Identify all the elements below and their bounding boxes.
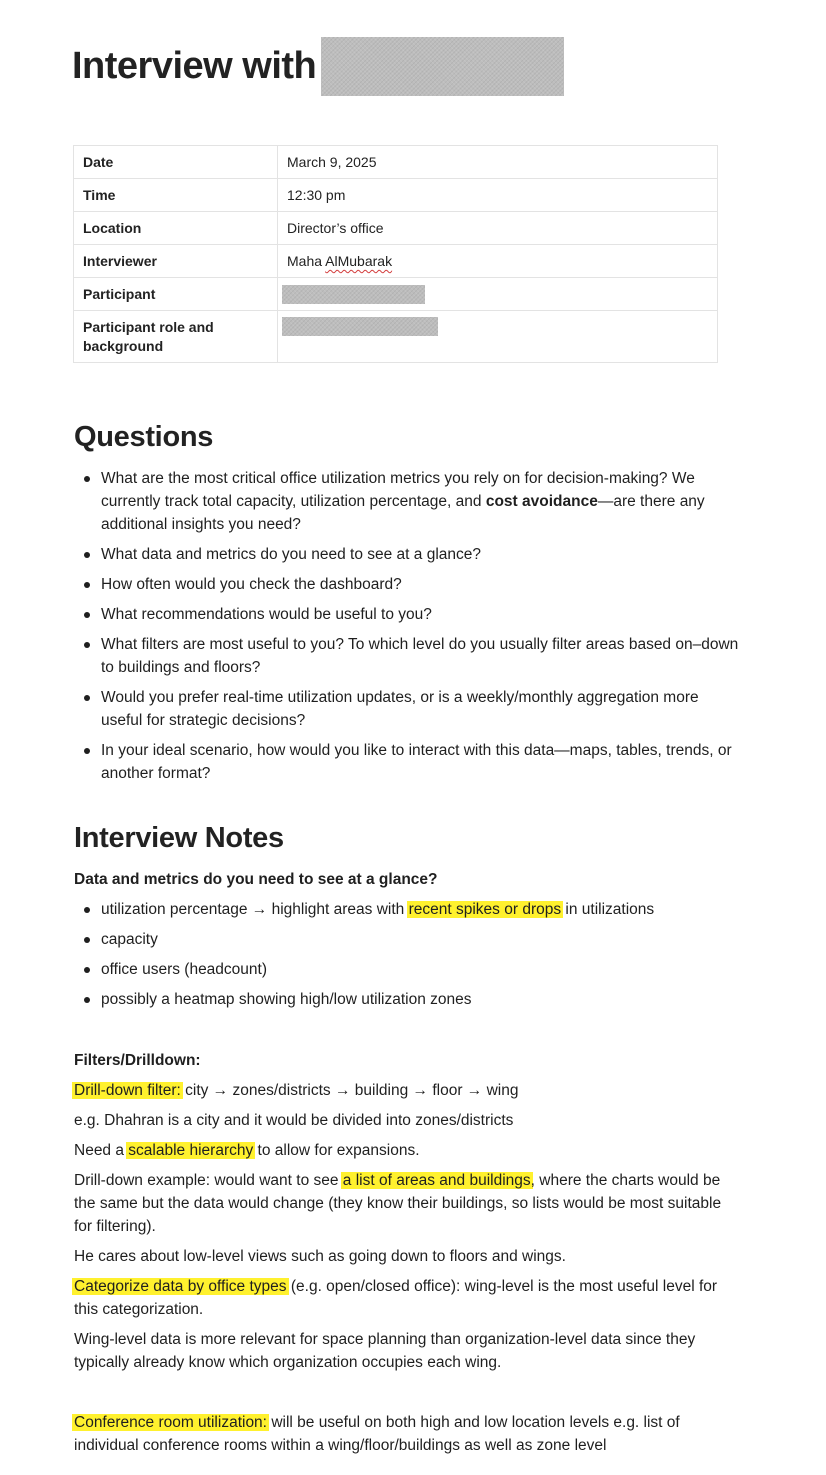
- list-item: What filters are most useful to you? To which level do you usually filter areas based on–down to buildings and floors?: [74, 633, 739, 679]
- note-paragraph: He cares about low-level views such as going down to floors and wings.: [74, 1248, 566, 1265]
- note-paragraph: [74, 1139, 734, 1162]
- row-value[interactable]: 12:30 pm: [278, 179, 718, 212]
- redacted-participant-role: [282, 317, 438, 336]
- questions-list: [74, 467, 739, 792]
- row-label: Interviewer: [74, 245, 278, 278]
- list-item: How often would you check the dashboard?: [74, 573, 739, 596]
- note-paragraph: [74, 1079, 734, 1102]
- questions-heading: Questions: [74, 421, 214, 453]
- table-row: [74, 146, 718, 179]
- list-item: capacity: [74, 928, 739, 951]
- highlighted-text: scalable hierarchy: [128, 1142, 254, 1159]
- page-title-row: [72, 36, 564, 96]
- redacted-participant: [282, 285, 425, 304]
- note-text: utilization percentage → highlight areas with: [101, 901, 405, 918]
- interview-notes-heading: Interview Notes: [74, 822, 284, 854]
- table-row: [74, 212, 718, 245]
- note-text: city → zones/districts → building → floor → wing: [185, 1082, 519, 1099]
- note-paragraph: [74, 1411, 734, 1457]
- interview-details-table: [73, 145, 718, 363]
- list-item: Would you prefer real-time utilization updates, or is a weekly/monthly aggregation more useful for strategic decisions?: [74, 686, 739, 732]
- list-item: In your ideal scenario, how would you like to interact with this data—maps, tables, trends, or another format?: [74, 739, 739, 785]
- question-text: What are the most critical office utilization metrics you rely on for decision-making? We currently track total capacity, utilization percentage, and: [101, 470, 695, 510]
- row-value[interactable]: March 9, 2025: [278, 146, 718, 179]
- note-paragraph: [74, 1169, 734, 1238]
- table-row: [74, 278, 718, 311]
- note-paragraph: [74, 1275, 734, 1321]
- note-text: to allow for expansions.: [257, 1142, 420, 1159]
- highlighted-text: a list of areas and buildings: [342, 1172, 531, 1189]
- table-row: [74, 179, 718, 212]
- interviewer-last-name-spellcheck: AlMubarak: [325, 253, 393, 269]
- list-item: [74, 467, 739, 536]
- highlighted-text: Categorize data by office types: [74, 1278, 287, 1295]
- note-paragraph: e.g. Dhahran is a city and it would be divided into zones/districts: [74, 1112, 514, 1129]
- note-text: Drill-down example: would want to see: [74, 1172, 339, 1189]
- question-bold-text: cost avoidance: [485, 493, 598, 510]
- table-row: [74, 245, 718, 278]
- list-item: possibly a heatmap showing high/low utilization zones: [74, 988, 739, 1011]
- glance-subheading: Data and metrics do you need to see at a glance?: [74, 871, 438, 888]
- filters-subheading: Filters/Drilldown:: [74, 1052, 201, 1069]
- highlighted-text: Conference room utilization:: [74, 1414, 267, 1431]
- note-text: (e.g. open/closed office): wing-level is the most useful level for this categorization.: [74, 1278, 718, 1318]
- redacted-name-block: [321, 37, 564, 96]
- row-label: Participant role and background: [74, 311, 278, 363]
- interviewer-first-name: Maha: [287, 253, 323, 269]
- list-item: What data and metrics do you need to see at a glance?: [74, 543, 739, 566]
- row-value[interactable]: Director’s office: [278, 212, 718, 245]
- question-text: —are there any additional insights you need?: [101, 493, 705, 533]
- note-paragraph: Wing-level data is more relevant for space planning than organization-level data since they typically already know which organization occupies each wing.: [74, 1331, 696, 1371]
- row-label: Date: [74, 146, 278, 179]
- row-label: Location: [74, 212, 278, 245]
- table-row: [74, 311, 718, 363]
- row-value[interactable]: [278, 245, 718, 278]
- row-value[interactable]: [278, 278, 718, 311]
- note-text: Need a: [74, 1142, 124, 1159]
- note-text: in utilizations: [565, 901, 655, 918]
- row-label: Time: [74, 179, 278, 212]
- list-item: office users (headcount): [74, 958, 739, 981]
- list-item: [74, 898, 739, 921]
- note-text: will be useful on both high and low location levels e.g. list of individual conference rooms within a wing/floor/buildings as well as zone level: [74, 1414, 680, 1454]
- highlighted-text: Drill-down filter:: [74, 1082, 181, 1099]
- metrics-list: [74, 898, 739, 1018]
- note-text: , where the charts would be the same but the data would change (they know their buildings, so lists would be most suitable for filtering).: [74, 1172, 722, 1235]
- page-title: Interview with: [72, 45, 317, 87]
- list-item: What recommendations would be useful to you?: [74, 603, 739, 626]
- highlighted-text: recent spikes or drops: [408, 901, 562, 918]
- row-value[interactable]: [278, 311, 718, 363]
- row-label: Participant: [74, 278, 278, 311]
